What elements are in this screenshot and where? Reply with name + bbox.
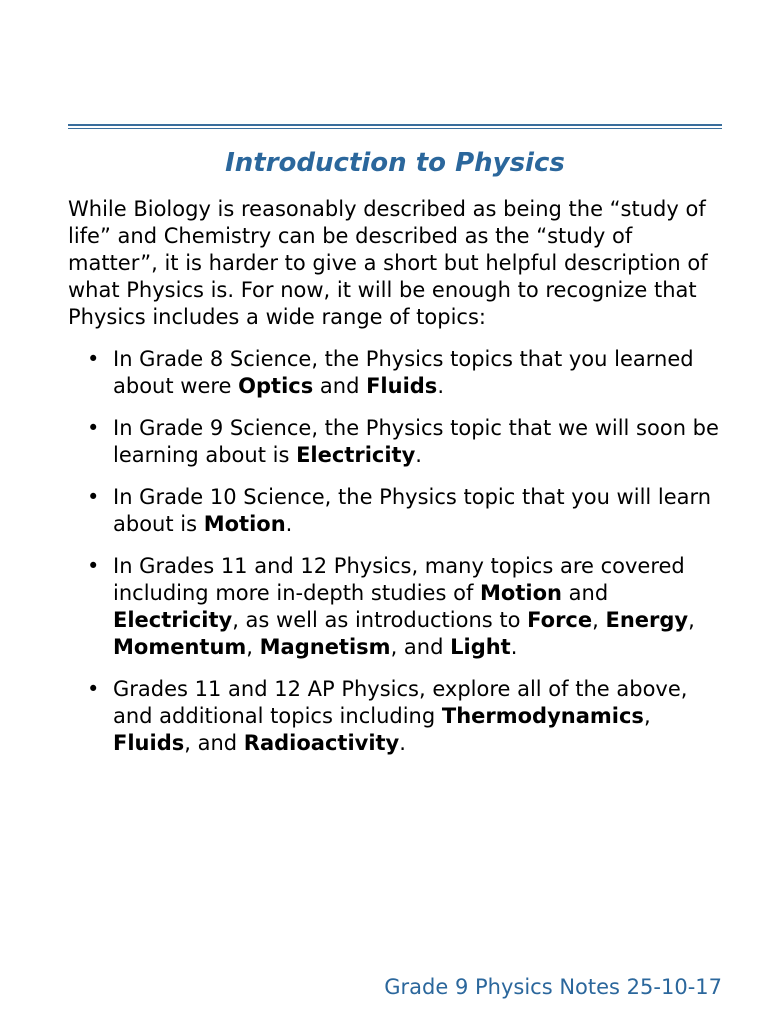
topic-text: , xyxy=(688,608,695,632)
topic-keyword: Optics xyxy=(238,374,314,398)
topic-list-item xyxy=(68,553,728,661)
topic-list-item xyxy=(68,346,728,400)
topic-keyword: Light xyxy=(450,635,511,659)
bullet-dot-icon: • xyxy=(87,554,100,578)
topic-text: , and xyxy=(184,731,244,755)
page-title: Introduction to Physics xyxy=(225,148,565,178)
topic-keyword: Fluids xyxy=(366,374,438,398)
topic-keyword: Motion xyxy=(203,512,286,536)
topic-text: . xyxy=(510,635,518,659)
topic-text: and xyxy=(313,374,367,398)
topic-text: Grades 11 and 12 AP Physics, explore all of the above, and additional topics including xyxy=(113,677,688,728)
topic-text: In Grades 11 and 12 Physics, many topics are covered including more in-depth studies of xyxy=(113,554,685,605)
topic-list-item xyxy=(68,484,728,538)
header-rule-thin xyxy=(68,128,722,129)
topic-keyword: Thermodynamics xyxy=(441,704,644,728)
topic-keyword: Magnetism xyxy=(259,635,391,659)
topic-text: . xyxy=(285,512,293,536)
topic-keyword: Momentum xyxy=(113,635,247,659)
topic-keyword: Force xyxy=(527,608,593,632)
topic-text: In Grade 8 Science, the Physics topics that you learned about were xyxy=(113,347,694,398)
bullet-dot-icon: • xyxy=(87,347,100,371)
topic-keyword: Fluids xyxy=(113,731,185,755)
intro-paragraph: While Biology is reasonably described as being the “study of life” and Chemistry can be described as the “study of matter”, it is harder to give a short but helpful description of what Physics is. For now, it will be enough to recognize that Physics includes a wide range of topics: xyxy=(68,197,708,329)
topic-text: , xyxy=(246,635,260,659)
topic-text: . xyxy=(399,731,406,755)
topic-list-item xyxy=(68,415,728,469)
topic-list-item xyxy=(68,676,728,757)
topic-text: and xyxy=(561,581,609,605)
header-rule-thick xyxy=(68,124,722,126)
bullet-dot-icon: • xyxy=(87,677,100,701)
topic-text: , xyxy=(592,608,606,632)
topic-text: , and xyxy=(390,635,451,659)
topic-text: In Grade 9 Science, the Physics topic that we will soon be learning about is xyxy=(113,416,719,467)
topic-text: . xyxy=(437,374,444,398)
topic-text: In Grade 10 Science, the Physics topic that you will learn about is xyxy=(113,485,712,536)
topic-keyword: Electricity xyxy=(296,443,416,467)
topic-keyword: Energy xyxy=(605,608,689,632)
topic-text: , as well as introductions to xyxy=(232,608,528,632)
topic-list xyxy=(68,346,728,772)
bullet-dot-icon: • xyxy=(87,485,100,509)
topic-text: . xyxy=(415,443,422,467)
topic-keyword: Electricity xyxy=(113,608,233,632)
topic-keyword: Radioactivity xyxy=(243,731,400,755)
topic-text: , xyxy=(643,704,651,728)
footer-note: Grade 9 Physics Notes 25-10-17 xyxy=(384,975,722,999)
bullet-dot-icon: • xyxy=(87,416,100,440)
topic-keyword: Motion xyxy=(480,581,562,605)
